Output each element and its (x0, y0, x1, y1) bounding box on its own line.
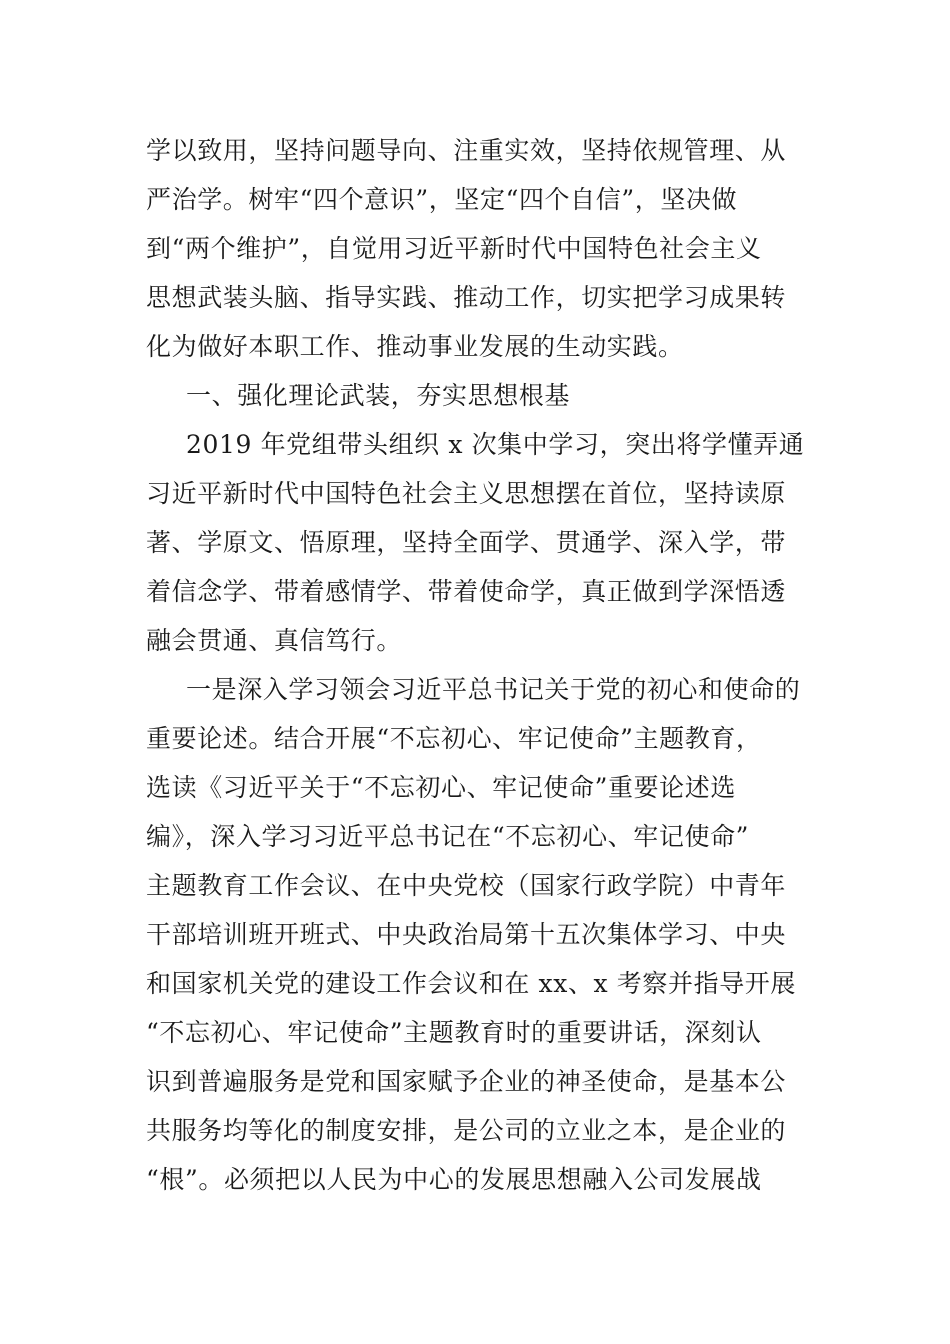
text-line: 化为做好本职工作、推动事业发展的生动实践。 (146, 332, 684, 361)
text-line: 编》，深入学习习近平总书记在“不忘初心、牢记使命” (146, 822, 750, 851)
text-line: 识到普遍服务是党和国家赋予企业的神圣使命，是基本公 (146, 1067, 787, 1096)
text-line: 重要论述。结合开展“不忘初心、牢记使命”主题教育， (146, 724, 762, 753)
document-body (146, 126, 810, 1204)
text-line: 着信念学、带着感情学、带着使命学，真正做到学深悟透 (146, 577, 787, 606)
text-line: 思想武装头脑、指导实践、推动工作，切实把学习成果转 (146, 283, 787, 312)
text-line: 严治学。树牢“四个意识”，坚定“四个自信”，坚决做 (146, 185, 738, 214)
text-line: 著、学原文、悟原理，坚持全面学、贯通学、深入学，带 (146, 528, 787, 557)
text-line: 一是深入学习领会习近平总书记关于党的初心和使命的 (186, 675, 801, 704)
text-line: 2019 年党组带头组织 x 次集中学习，突出将学懂弄通 (186, 430, 805, 459)
text-line: “不忘初心、牢记使命”主题教育时的重要讲话，深刻认 (146, 1018, 762, 1047)
text-line: 和国家机关党的建设工作会议和在 xx、x 考察并指导开展 (146, 969, 796, 998)
text-line: 共服务均等化的制度安排，是公司的立业之本，是企业的 (146, 1116, 787, 1145)
text-line: 干部培训班开班式、中央政治局第十五次集体学习、中央 (146, 920, 787, 949)
text-line: 选读《习近平关于“不忘初心、牢记使命”重要论述选 (146, 773, 736, 802)
text-line: “根”。必须把以人民为中心的发展思想融入公司发展战 (146, 1165, 762, 1194)
text-line: 融会贯通、真信笃行。 (146, 626, 403, 655)
text-line: 学以致用，坚持问题导向、注重实效，坚持依规管理、从 (146, 136, 787, 165)
text-line: 到“两个维护”，自觉用习近平新时代中国特色社会主义 (146, 234, 762, 263)
section-heading: 一、强化理论武装，夯实思想根基 (186, 381, 571, 410)
text-line: 习近平新时代中国特色社会主义思想摆在首位，坚持读原 (146, 479, 787, 508)
text-line: 主题教育工作会议、在中央党校（国家行政学院）中青年 (146, 871, 787, 900)
